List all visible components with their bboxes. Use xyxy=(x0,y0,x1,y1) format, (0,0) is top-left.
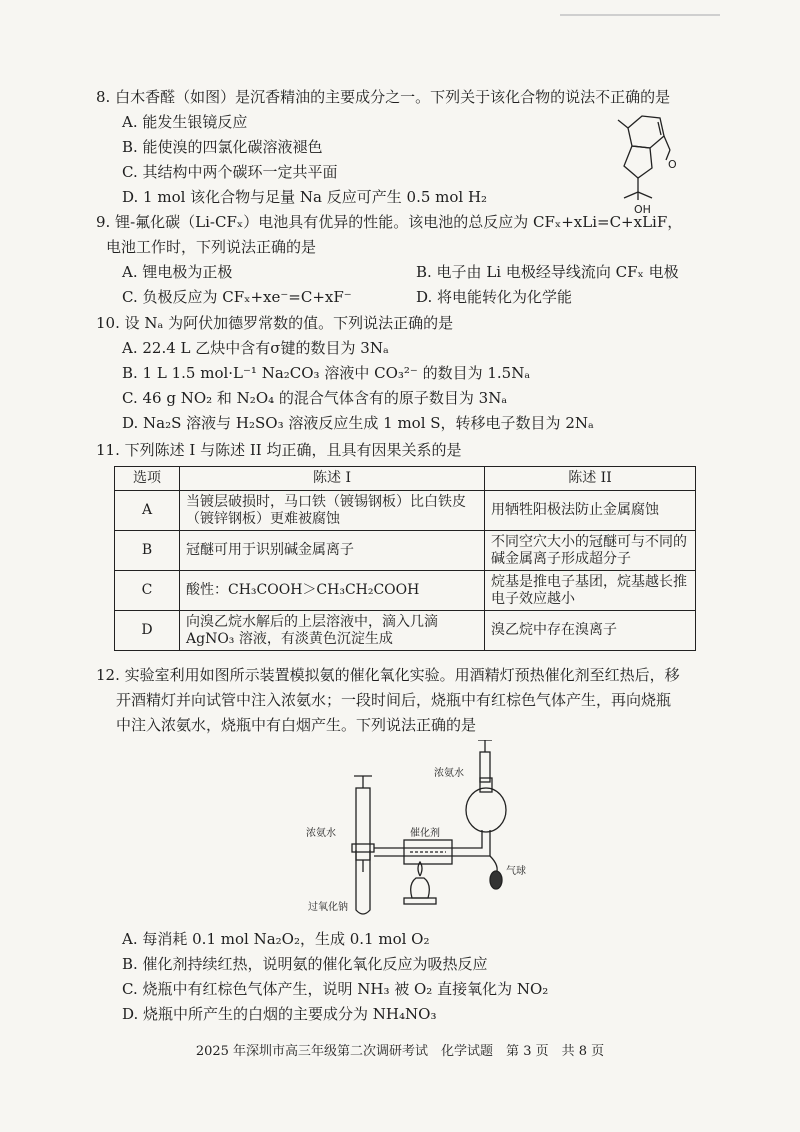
q10-option-d: D. Na₂S 溶液与 H₂SO₃ 溶液反应生成 1 mol S，转移电子数目为 2Nₐ xyxy=(122,414,594,432)
label-ammonia-right: 浓氨水 xyxy=(434,768,464,779)
q11-header-row xyxy=(115,467,696,491)
q10-option-a: A. 22.4 L 乙炔中含有σ键的数目为 3Nₐ xyxy=(122,339,389,357)
q10-option-b: B. 1 L 1.5 mol·L⁻¹ Na₂CO₃ 溶液中 CO₃²⁻ 的数目为 1.5Nₐ xyxy=(122,364,531,382)
q9-stem-line1: 9. 锂-氟化碳（Li-CFₓ）电池具有优异的性能。该电池的总反应为 CFₓ+xLi=C+xLiF， xyxy=(96,213,683,231)
q11-row-s1: 向溴乙烷水解后的上层溶液中，滴入几滴 AgNO₃ 溶液，有淡黄色沉淀生成 xyxy=(180,611,485,651)
q11-row-s1: 冠醚可用于识别碱金属离子 xyxy=(180,531,485,571)
q11-header-s1: 陈述 I xyxy=(180,467,485,491)
label-balloon: 气球 xyxy=(506,866,526,877)
q10-stem: 10. 设 Nₐ 为阿伏加德罗常数的值。下列说法正确的是 xyxy=(96,314,454,332)
q8-oh-label: OH xyxy=(634,203,651,216)
q11-row-s2: 烷基是推电子基团，烷基越长推电子效应越小 xyxy=(485,571,696,611)
q9-option-a: A. 锂电极为正极 xyxy=(122,263,233,281)
q11-table xyxy=(114,466,696,651)
q12-stem-line1: 12. 实验室利用如图所示装置模拟氨的催化氧化实验。用酒精灯预热催化剂至红热后，移 xyxy=(96,666,680,684)
q11-row-option: B xyxy=(115,531,180,571)
label-catalyst: 催化剂 xyxy=(410,828,440,839)
q11-row-option: A xyxy=(115,491,180,531)
q11-row-s2: 溴乙烷中存在溴离子 xyxy=(485,611,696,651)
q8-option-a: A. 能发生银镜反应 xyxy=(122,113,248,131)
q12-stem-line3: 中注入浓氨水，烧瓶中有白烟产生。下列说法正确的是 xyxy=(116,716,477,734)
q11-row-s2: 不同空穴大小的冠醚可与不同的碱金属离子形成超分子 xyxy=(485,531,696,571)
aldehyde-o-label: O xyxy=(668,158,677,171)
q9-option-c: C. 负极反应为 CFₓ+xe⁻=C+xF⁻ xyxy=(122,288,352,306)
q12-stem-line2: 开酒精灯并向试管中注入浓氨水；一段时间后，烧瓶中有红棕色气体产生，再向烧瓶 xyxy=(116,691,672,709)
q12-apparatus-figure xyxy=(300,740,540,922)
q9-option-d: D. 将电能转化为化学能 xyxy=(416,288,573,306)
q12-option-c: C. 烧瓶中有红棕色气体产生，说明 NH₃ 被 O₂ 直接氧化为 NO₂ xyxy=(122,980,549,998)
q11-row-b xyxy=(115,531,696,571)
q12-option-d: D. 烧瓶中所产生的白烟的主要成分为 NH₄NO₃ xyxy=(122,1005,437,1023)
q11-row-option: C xyxy=(115,571,180,611)
q11-header-option: 选项 xyxy=(115,467,180,491)
q9-option-b: B. 电子由 Li 电极经导线流向 CFₓ 电极 xyxy=(416,263,679,281)
scan-artifact-line xyxy=(560,14,720,16)
q11-row-s1: 酸性：CH₃COOH＞CH₃CH₂COOH xyxy=(180,571,485,611)
label-sodium-peroxide: 过氧化钠 xyxy=(308,902,348,913)
q12-option-a: A. 每消耗 0.1 mol Na₂O₂，生成 0.1 mol O₂ xyxy=(122,930,430,948)
q9-stem-line2: 电池工作时，下列说法正确的是 xyxy=(106,238,317,256)
q8-option-d: D. 1 mol 该化合物与足量 Na 反应可产生 0.5 mol H₂ xyxy=(122,188,488,206)
page-footer: 2025 年深圳市高三年级第二次调研考试 化学试题 第 3 页 共 8 页 xyxy=(195,1044,605,1059)
q11-row-d xyxy=(115,611,696,651)
q8-structure-figure xyxy=(598,104,702,216)
q10-option-c: C. 46 g NO₂ 和 N₂O₄ 的混合气体含有的原子数目为 3Nₐ xyxy=(122,389,508,407)
q11-row-a xyxy=(115,491,696,531)
q11-row-s2: 用牺牲阳极法防止金属腐蚀 xyxy=(485,491,696,531)
label-ammonia-left: 浓氨水 xyxy=(306,828,336,839)
q11-header-s2: 陈述 II xyxy=(485,467,696,491)
q11-row-s1: 当镀层破损时，马口铁（镀锡钢板）比白铁皮（镀锌钢板）更难被腐蚀 xyxy=(180,491,485,531)
q11-stem: 11. 下列陈述 I 与陈述 II 均正确，且具有因果关系的是 xyxy=(96,441,462,459)
q11-row-c xyxy=(115,571,696,611)
q8-option-c: C. 其结构中两个碳环一定共平面 xyxy=(122,163,338,181)
q8-option-b: B. 能使溴的四氯化碳溶液褪色 xyxy=(122,138,323,156)
q11-row-option: D xyxy=(115,611,180,651)
q12-option-b: B. 催化剂持续红热，说明氨的催化氧化反应为吸热反应 xyxy=(122,955,488,973)
q8-stem: 8. 白木香醛（如图）是沉香精油的主要成分之一。下列关于该化合物的说法不正确的是 xyxy=(96,88,671,106)
